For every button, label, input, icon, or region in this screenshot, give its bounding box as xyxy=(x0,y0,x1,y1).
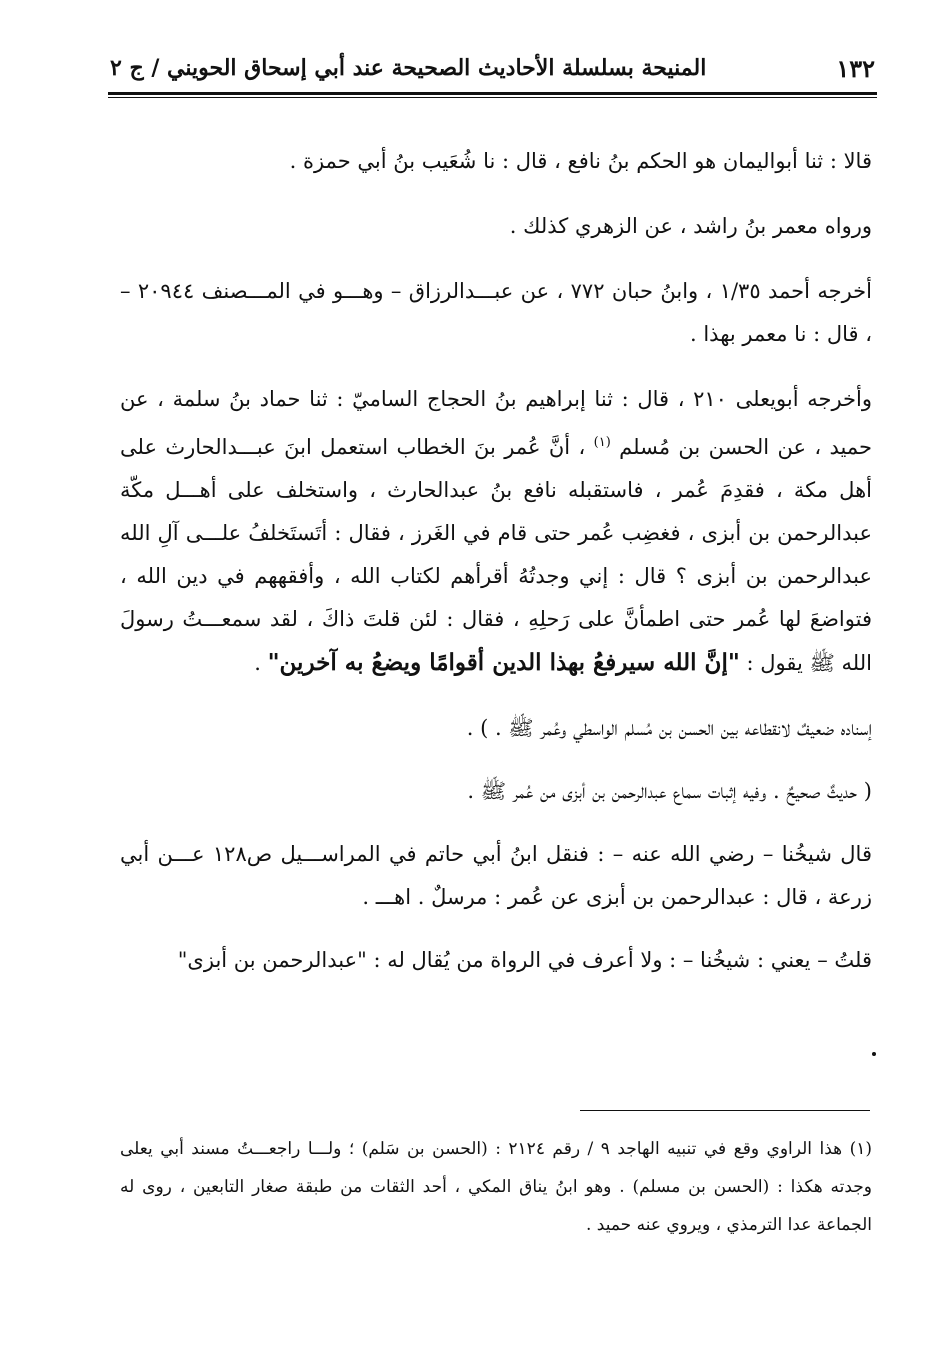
paragraph-5: إسناده ضعيفٌ لانقطاعه بين الحسن بن مُسلم الواسطي وعُمر ﷺ . ) . xyxy=(466,716,872,740)
paragraph-4-part1: وأخرجه أبويعلى ٢١٠ ، قال : ثنا إبراهيم بنُ الحجاج الساميّ : ثنا حماد بنُ سلمة ، عن حميد ، عن الحسن بن مُسلم xyxy=(120,387,873,459)
paragraph-1: قالا : ثنا أبواليمان هو الحكم بنُ نافع ، قال : نا شُعَيب بنُ أبي حمزة . xyxy=(289,149,872,173)
hadith-quote: "إنَّ الله سيرفعُ بهذا الدين أقوامًا ويضعُ به آخرين" xyxy=(267,649,740,676)
paragraph-4-part2: ، أنَّ عُمر بنَ الخطاب استعمل ابنَ عبـــدالحارث على أهل مكة ، فقدِمَ عُمر ، فاستقبله نافع بنُ عبدالحارث ، واستخلف على أهـــل مكّة عبدالرحمن بن أبزى ، فغضِب عُمر حتى قام في الغَرز ، فقال : أتَستَخلفُ علـــى آلِ الله عبدالرحمن بن أبزى ؟ قال : إني وجدتُهُ أقرأهم لكتاب الله ، وأفقههم في دين الله ، فتواضعَ لها عُمر حتى اطمأنَّ على رَحلِهِ ، فقال : لئن قلتَ ذاكَ ، لقد سمعـــتُ رسولَ الله ﷺ يقول : xyxy=(120,435,872,675)
footnote-reference: (١) xyxy=(593,435,611,450)
paragraph-8: قلتُ – يعني : شيخُنا – : ولا أعرف في الرواة من يُقال له : "عبدالرحمن بن أبزى" xyxy=(177,948,872,972)
paragraph-7: قال شيخُنا – رضي الله عنه – : فنقل ابنُ أبي حاتم في المراســـيل ص١٢٨ عـــن أبي زرعة ، قال : عبدالرحمن بن أبزى عن عُمر : مرسلٌ . اهـــ . xyxy=(120,842,872,909)
header-rule-thick xyxy=(108,92,877,95)
paragraph-4 xyxy=(120,378,872,685)
margin-dot xyxy=(872,1052,876,1056)
running-title: المنيحة بسلسلة الأحاديث الصحيحة عند أبي إسحاق الحويني / ج ٢ xyxy=(110,55,707,81)
footnote-1: (١) هذا الراوي وقع في تنبيه الهاجد ٩ / رقم ٢١٢٤ : (الحسن بن سَلم) ؛ ولـــا راجعـــتُ مسند أبي يعلى وجدته هكذا : (الحسن بن مسلم) . وهو ابنُ يناق المكي ، أحد الثقات من طبقة صغار التابعين ، روى له الجماعة عدا الترمذي ، ويروي عنه حميد . xyxy=(120,1139,872,1235)
paragraph-4-end: . xyxy=(254,651,268,675)
body-text xyxy=(120,140,872,1004)
page-number: ١٣٢ xyxy=(836,53,875,83)
footnote-separator xyxy=(580,1110,870,1111)
footnotes xyxy=(120,1130,872,1244)
paragraph-6: ( حديثٌ صحيحٌ . وفيه إثبات سماع عبدالرحمن بن أبزى من عُمر ﷺ . xyxy=(467,779,872,803)
paragraph-2: ورواه معمر بنُ راشد ، عن الزهري كذلك . xyxy=(509,214,872,238)
paragraph-3: أخرجه أحمد ١/٣٥ ، وابنُ حبان ٧٧٢ ، عن عبـــدالرزاق – وهـــو في المـــصنف ٢٠٩٤٤ – ، قال : نا معمر بهذا . xyxy=(120,279,872,346)
page-header xyxy=(110,48,875,88)
header-rule-thin xyxy=(108,97,877,98)
